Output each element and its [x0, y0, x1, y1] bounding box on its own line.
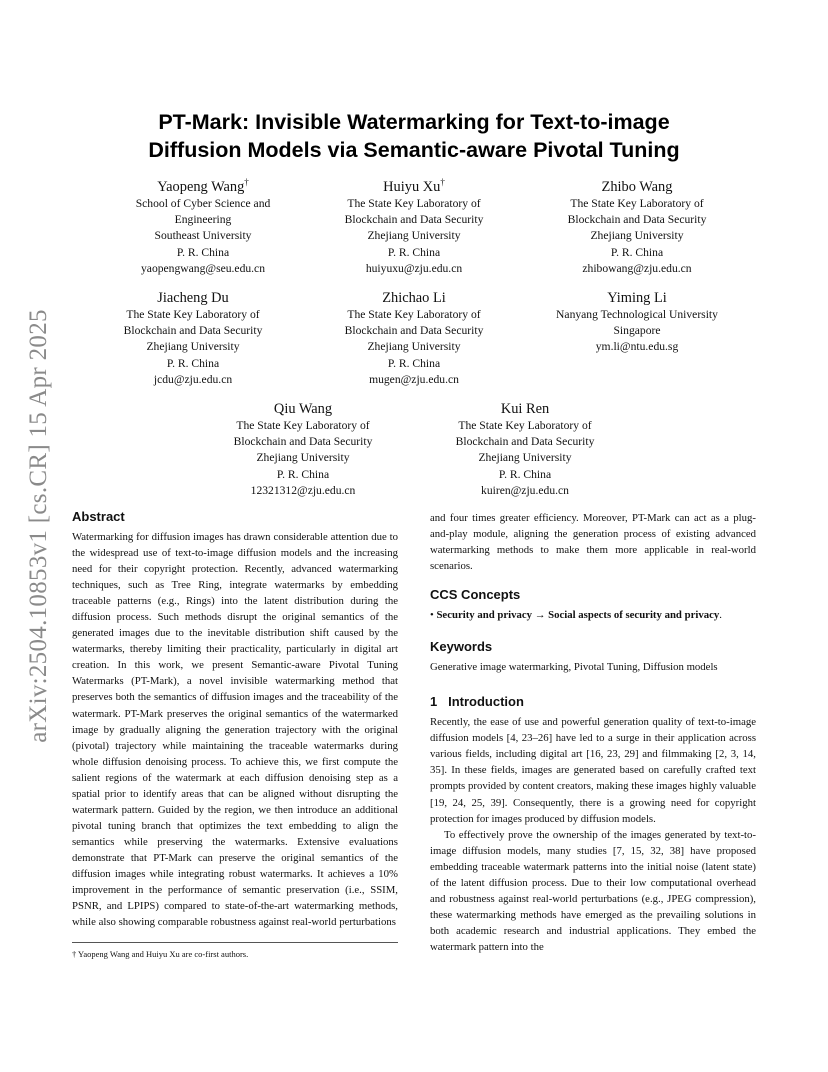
- author-email: huiyuxu@zju.edu.cn: [365, 261, 463, 275]
- author-affiliation: The State Key Laboratory of: [126, 308, 260, 321]
- author-affiliation: The State Key Laboratory of: [347, 197, 481, 210]
- author-email: yaopengwang@seu.edu.cn: [141, 261, 265, 275]
- intro-heading: [430, 693, 756, 711]
- author-email: 12321312@zju.edu.cn: [250, 483, 356, 497]
- author-affiliation: P. R. China: [176, 245, 230, 259]
- arrow-icon: →: [534, 609, 546, 622]
- author-name: Qiu Wang: [273, 401, 333, 417]
- paper-title: [90, 108, 738, 164]
- title-line-2: Diffusion Models via Semantic-aware Pivotal Tuning: [148, 138, 680, 162]
- arxiv-identifier-text: arXiv:2504.10853v1 [cs.CR] 15 Apr 2025: [25, 309, 52, 743]
- ccs-bullet: •: [430, 609, 434, 622]
- author-email: mugen@zju.edu.cn: [369, 372, 459, 386]
- author-affiliation: P. R. China: [610, 245, 664, 259]
- keywords-heading: Keywords: [430, 639, 493, 655]
- author-affiliation: P. R. China: [166, 356, 220, 370]
- author-affiliation: Southeast University: [154, 229, 252, 243]
- abstract-section: [72, 508, 398, 930]
- author-name: Jiacheng Du: [157, 290, 229, 306]
- author-affiliation: Zhejiang University: [478, 451, 572, 465]
- author-block: [524, 178, 750, 277]
- author-affiliation: Blockchain and Data Security: [567, 213, 707, 227]
- keywords-text: Generative image watermarking, Pivotal Tuning, Diffusion models: [430, 661, 718, 674]
- ccs-subcategory: Social aspects of security and privacy: [548, 609, 720, 622]
- author-name: Zhichao Li: [382, 290, 446, 306]
- author-affiliation: Blockchain and Data Security: [344, 324, 484, 338]
- author-name: Yaopeng Wang: [157, 179, 245, 195]
- section-title: Introduction: [448, 694, 524, 710]
- author-affiliation: The State Key Laboratory of: [458, 419, 592, 432]
- ccs-category: Security and privacy: [436, 609, 533, 622]
- author-affiliation: Zhejiang University: [256, 451, 350, 465]
- author-affiliation: Engineering: [174, 213, 232, 227]
- author-affiliation: Singapore: [613, 324, 661, 338]
- title-line-1: PT-Mark: Invisible Watermarking for Text-to-image: [158, 110, 670, 134]
- ccs-period: .: [719, 609, 722, 622]
- footnote: † Yaopeng Wang and Huiyu Xu are co-first authors.: [72, 949, 249, 959]
- author-affiliation: Zhejiang University: [590, 229, 684, 243]
- author-affiliation: Blockchain and Data Security: [455, 435, 595, 449]
- author-affiliation: P. R. China: [276, 467, 330, 481]
- author-affiliation: The State Key Laboratory of: [570, 197, 704, 210]
- right-column: [430, 510, 756, 955]
- ccs-heading: CCS Concepts: [430, 587, 521, 603]
- author-email: kuiren@zju.edu.cn: [481, 483, 569, 497]
- author-affiliation: Zhejiang University: [367, 340, 461, 354]
- author-mark: †: [244, 177, 249, 188]
- author-affiliation: School of Cyber Science and: [135, 197, 271, 210]
- author-block: [190, 400, 416, 499]
- author-email: ym.li@ntu.edu.sg: [595, 340, 679, 354]
- author-affiliation: The State Key Laboratory of: [236, 419, 370, 432]
- intro-paragraph-2: To effectively prove the ownership of the images generated by text-to-image diffusion models, many studies [7, 15, 32, 38] have proposed embedding traceable watermark patterns into the initial noise (latent state) of the latent diffusion process. Due to their low computational overhead and robustness against real-world perturbations (e.g., JPEG compression), these watermarking methods have emerged as the prevailing solutions in both academic research and industrial applications. They embed the watermark pattern into the: [430, 828, 756, 953]
- author-affiliation: Blockchain and Data Security: [344, 213, 484, 227]
- author-email: zhibowang@zju.edu.cn: [582, 261, 692, 275]
- author-block: [80, 289, 306, 388]
- author-affiliation: P. R. China: [387, 245, 441, 259]
- author-affiliation: P. R. China: [387, 356, 441, 370]
- author-block: [412, 400, 638, 499]
- author-affiliation: Zhejiang University: [146, 340, 240, 354]
- author-email: jcdu@zju.edu.cn: [153, 372, 233, 386]
- author-affiliation: Blockchain and Data Security: [233, 435, 373, 449]
- ccs-concepts: [430, 607, 756, 623]
- author-name: Huiyu Xu: [383, 179, 441, 195]
- author-block: [90, 178, 316, 277]
- author-block: [301, 178, 527, 277]
- author-mark: †: [440, 177, 445, 188]
- abstract-continued: and four times greater efficiency. Moreover, PT-Mark can act as a plug-and-play module, aligning the generation process of existing advanced watermarking methods to make them more applicable in real-world scenarios.: [430, 512, 756, 573]
- author-affiliation: P. R. China: [498, 467, 552, 481]
- footnote-rule: [72, 942, 398, 943]
- author-affiliation: The State Key Laboratory of: [347, 308, 481, 321]
- author-block: [524, 289, 750, 356]
- intro-paragraph-1: Recently, the ease of use and powerful generation quality of text-to-image diffusion models [4, 23–26] have led to a surge in their application across various fields, including digital art [16, 23, 29] and filmmaking [2, 3, 14, 35]. In these fields, images are generated based on carefully crafted text prompts provided by content creators, making these images highly valuable [19, 24, 25, 39]. Consequently, there is a growing need for copyright protection for images produced by diffusion models.: [430, 716, 756, 825]
- arxiv-identifier: [22, 294, 56, 758]
- abstract-heading: Abstract: [72, 509, 125, 524]
- author-block: [301, 289, 527, 388]
- author-affiliation: Zhejiang University: [367, 229, 461, 243]
- author-name: Zhibo Wang: [601, 179, 673, 195]
- abstract-text: Watermarking for diffusion images has drawn considerable attention due to the widespread use of text-to-image diffusion models and the increasing need for their copyright protection. Recently, advanced watermarking techniques, such as Tree Ring, integrate watermarks by embedding traceable patterns (e.g., Rings) into the latent distribution during the diffusion process. Such methods disrupt the original semantics of the generated images due to the inevitable distribution shift caused by the watermarks, thereby limiting their practicality, particularly in digital art creation. In this work, we present Semantic-aware Pivotal Tuning Watermarks (PT-Mark), a novel invisible watermarking method that preserves both the semantics of diffusion images and the traceability of the watermark. PT-Mark preserves the original semantics of the watermarked image by gradually aligning the generation trajectory with the original (pivotal) trajectory while maintaining the traceable watermarks during whole diffusion denoising process. To achieve this, we first compute the salient regions of the watermark at each diffusion denoising step as a spatial prior to identify areas that can be aligned without disrupting the watermark pattern. Guided by the region, we then introduce an additional pivotal tuning branch that optimizes the text embedding to align the semantics while preserving the watermarks. Extensive evaluations demonstrate that PT-Mark can preserve the original semantics of the diffusion images while integrating robust watermarks. It achieves a 10% improvement in the performance of semantic preservation (i.e., SSIM, PSNR, and LPIPS) compared to state-of-the-art watermarking methods, while also showing comparable robustness against real-world perturbations: [72, 531, 398, 929]
- author-affiliation: Nanyang Technological University: [556, 308, 718, 321]
- author-affiliation: Blockchain and Data Security: [123, 324, 263, 338]
- author-name: Yiming Li: [607, 290, 667, 306]
- section-number: 1: [430, 694, 438, 710]
- author-name: Kui Ren: [500, 401, 550, 417]
